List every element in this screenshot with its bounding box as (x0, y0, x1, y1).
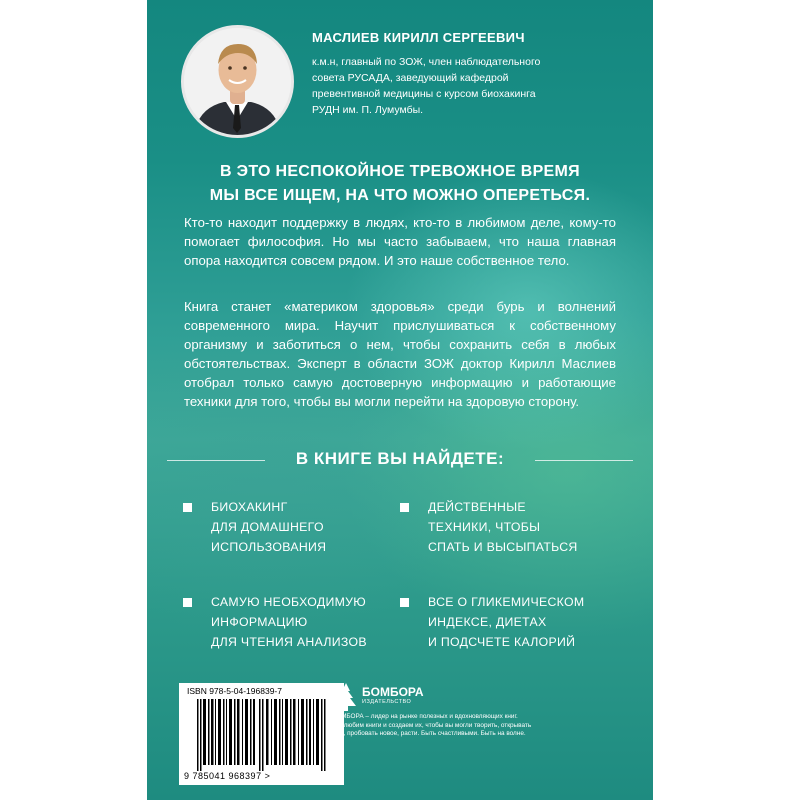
bullet-icon (400, 598, 409, 607)
barcode-digits: 9 785041 968397 > (184, 771, 271, 781)
description-paragraph: Книга станет «материком здоровья» среди бурь и волнений современного мира. Научит прислушиваться к собственному организму и заботиться о нем, чтобы сохранить себя в любых обстоятельствах. Эксперт в области ЗОЖ доктор Кирилл Маслиев отобрал только самую достоверную информацию и работающие техники для того, чтобы вы могли перейти на здоровую сторону. (184, 299, 616, 409)
feature-item (211, 592, 367, 652)
features-heading (147, 449, 653, 473)
feature-item (428, 592, 584, 652)
author-bio (312, 54, 622, 118)
publisher-text-line: БОМБОРА – лидер на рынке полезных и вдохновляющих книг. (332, 713, 518, 720)
headline-line: В ЭТО НЕСПОКОЙНОЕ ТРЕВОЖНОЕ ВРЕМЯ (220, 163, 580, 180)
feature-line: ДЕЙСТВЕННЫЕ (428, 500, 526, 514)
author-bio-line: совета РУСАДА, заведующий кафедрой (312, 72, 509, 84)
feature-line: ИНДЕКСЕ, ДИЕТАХ (428, 615, 547, 629)
feature-line: ТЕХНИКИ, ЧТОБЫ (428, 520, 541, 534)
description-paragraph: Кто-то находит поддержку в людях, кто-то в любимом деле, кому-то помогает философия. Но мы часто забываем, что наша главная опора находится совсем рядом. И это наше собственное тело. (184, 215, 616, 268)
features-title: В КНИГЕ ВЫ НАЙДЕТЕ: (295, 449, 505, 468)
divider (535, 460, 633, 461)
barcode-icon (197, 699, 337, 771)
barcode-block (179, 683, 344, 785)
isbn-text: ISBN 978-5-04-196839-7 (187, 686, 282, 696)
author-bio-line: к.м.н, главный по ЗОЖ, член наблюдательного (312, 56, 541, 68)
feature-line: СПАТЬ И ВЫСЫПАТЬСЯ (428, 540, 578, 554)
author-bio-line: РУДН им. П. Лумумбы. (312, 104, 424, 116)
feature-item (428, 497, 578, 557)
feature-line: И ПОДСЧЕТЕ КАЛОРИЙ (428, 635, 576, 649)
publisher-name: БОМБОРА (362, 685, 424, 699)
feature-line: САМУЮ НЕОБХОДИМУЮ (211, 595, 366, 609)
author-photo (181, 25, 294, 138)
feature-line: ДЛЯ ЧТЕНИЯ АНАЛИЗОВ (211, 635, 367, 649)
publisher-logo-icon (333, 682, 359, 712)
feature-line: БИОХАКИНГ (211, 500, 288, 514)
bullet-icon (183, 503, 192, 512)
feature-item (211, 497, 326, 557)
publisher-subtitle: ИЗДАТЕЛЬСТВО (362, 699, 412, 705)
headline (147, 160, 653, 208)
feature-line: ДЛЯ ДОМАШНЕГО (211, 520, 324, 534)
headline-line: МЫ ВСЕ ИЩЕМ, НА ЧТО МОЖНО ОПЕРЕТЬСЯ. (209, 187, 591, 204)
feature-line: ИСПОЛЬЗОВАНИЯ (211, 540, 327, 554)
feature-line: ИНФОРМАЦИЮ (211, 615, 308, 629)
author-portrait-image (184, 28, 291, 135)
author-name: МАСЛИЕВ КИРИЛЛ СЕРГЕЕВИЧ (312, 30, 525, 45)
feature-line: ВСЕ О ГЛИКЕМИЧЕСКОМ (428, 595, 585, 609)
publisher-description (332, 713, 632, 739)
bullet-icon (183, 598, 192, 607)
publisher-text-line: мир, пробовать новое, расти. Быть счастливыми. Быть на волне. (332, 730, 526, 737)
publisher-text-line: Мы любим книги и создаем их, чтобы вы могли творить, открывать (332, 721, 532, 729)
author-bio-line: превентивной медицины с курсом биохакинга (312, 88, 536, 100)
book-back-cover (147, 0, 653, 800)
bullet-icon (400, 503, 409, 512)
